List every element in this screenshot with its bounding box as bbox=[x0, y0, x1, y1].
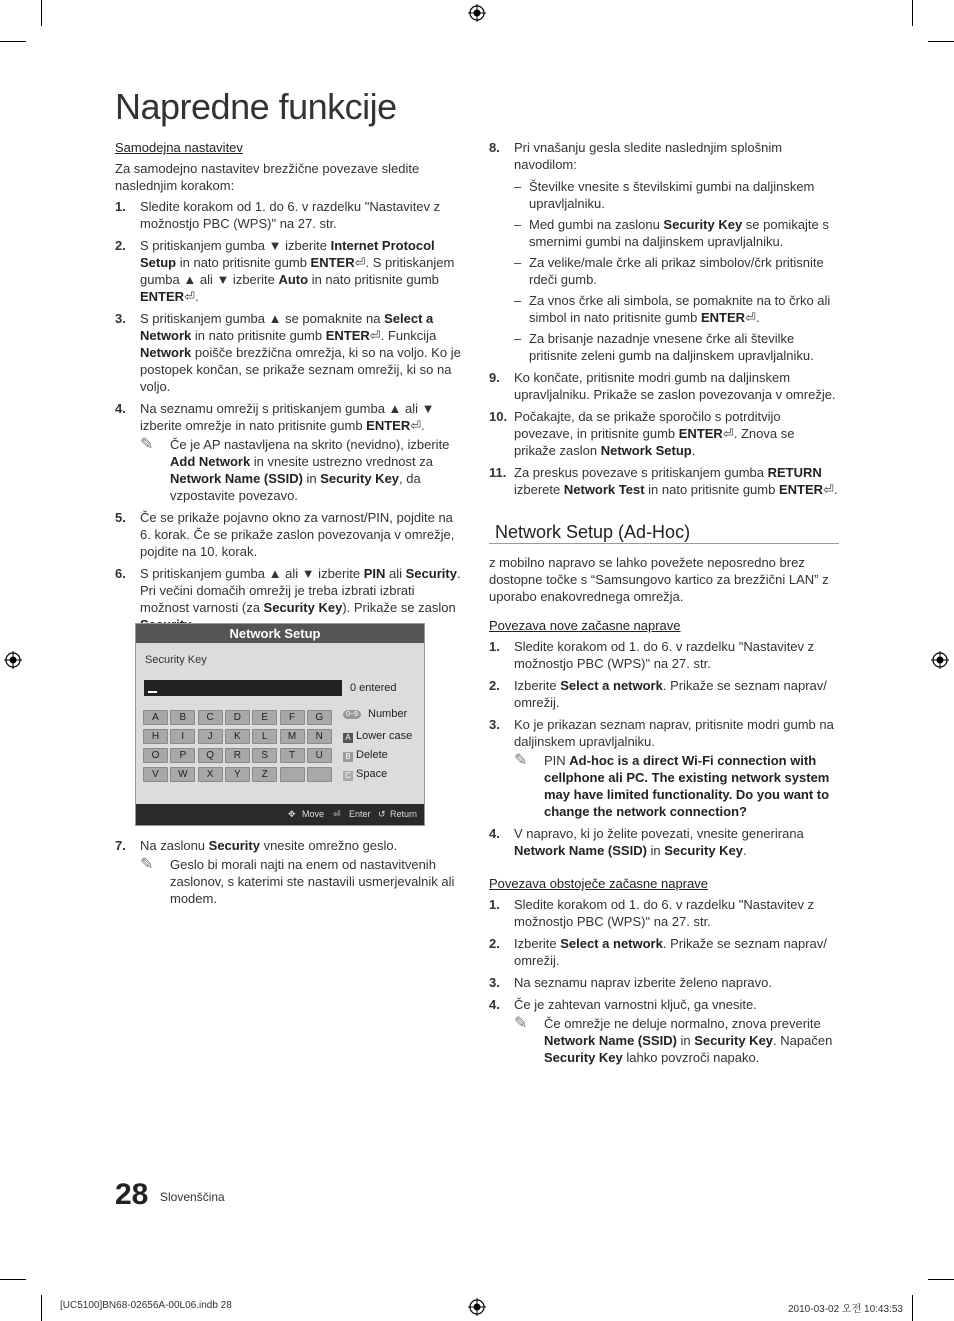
step-text-bold: ENTER bbox=[325, 328, 370, 343]
step-text: Izberite bbox=[514, 936, 561, 951]
keypad-key[interactable]: I bbox=[170, 729, 195, 744]
step-text: . Prikaže se seznam naprav/ omrežij. bbox=[514, 678, 827, 710]
step-text: in nato pritisnite gumb bbox=[176, 255, 311, 270]
registration-mark-icon bbox=[468, 4, 486, 22]
pencil-icon: ✎ bbox=[514, 752, 528, 769]
dash-text: Med gumbi na zaslonu bbox=[529, 217, 664, 232]
network-setup-screen bbox=[135, 623, 425, 826]
note-text-bold: Network Name (SSID) bbox=[544, 1033, 677, 1048]
registration-mark-icon bbox=[4, 651, 22, 669]
keypad-key[interactable]: F bbox=[280, 710, 305, 725]
step-text: vnesite omrežno geslo. bbox=[259, 838, 398, 853]
subheading-new-device: Povezava nove začasne naprave bbox=[489, 618, 681, 633]
step-text: . Funkcija bbox=[380, 328, 437, 343]
keypad-key[interactable]: A bbox=[143, 710, 168, 725]
keypad-key[interactable] bbox=[280, 767, 305, 782]
keypad-key[interactable]: G bbox=[307, 710, 332, 725]
step-text: in bbox=[646, 843, 665, 858]
note-text-bold: Add Network bbox=[170, 454, 251, 469]
step-text: Ko končate, pritisnite modri gumb na daljinskem upravljalniku. Prikaže se zaslon povezovanja v omrežje. bbox=[514, 370, 836, 402]
security-key-label: Security Key bbox=[145, 654, 207, 666]
note bbox=[514, 1015, 839, 1066]
screen-title: Network Setup bbox=[136, 624, 424, 643]
step-2 bbox=[115, 237, 465, 305]
step-text: S pritiskanjem gumba ▲ se pomaknite na bbox=[140, 311, 385, 326]
crop-mark bbox=[41, 0, 42, 26]
step-number: 1. bbox=[489, 897, 500, 912]
b-button-icon: B bbox=[343, 752, 353, 762]
step-text: Na zaslonu bbox=[140, 838, 209, 853]
legend-number bbox=[343, 708, 407, 720]
dash-item: – Med gumbi na zaslonu Security Key se pomikajte s smernimi gumbi na daljinskem upravljalniku. bbox=[514, 217, 829, 249]
enter-icon: ⏎ bbox=[333, 809, 341, 819]
pencil-icon: ✎ bbox=[514, 1015, 528, 1032]
footer-return: Return bbox=[390, 809, 418, 819]
keypad-key[interactable]: H bbox=[143, 729, 168, 744]
subheading-auto-setup: Samodejna nastavitev bbox=[115, 140, 243, 155]
legend-label: Space bbox=[356, 768, 388, 780]
existing-step-3 bbox=[489, 974, 839, 991]
legend-label: Number bbox=[368, 708, 408, 720]
note-text: PIN bbox=[544, 753, 570, 768]
adhoc-step-3 bbox=[489, 716, 839, 820]
existing-step-2 bbox=[489, 935, 839, 969]
enter-icon: ⏎ bbox=[410, 418, 422, 433]
security-key-input[interactable] bbox=[144, 680, 342, 696]
print-info-left: [UC5100]BN68-02656A-00L06.indb 28 bbox=[60, 1300, 232, 1311]
step-number: 1. bbox=[489, 639, 500, 654]
note-text: in vnesite ustrezno vrednost za bbox=[250, 454, 433, 469]
keypad-key[interactable]: C bbox=[198, 710, 223, 725]
step-text: Če je zahtevan varnostni ključ, ga vnesite. bbox=[514, 997, 757, 1012]
step-text: Počakajte, da se prikaže sporočilo s potrditvijo povezave, in pritisnite gumb bbox=[514, 409, 781, 441]
return-icon: ↺ bbox=[378, 809, 386, 819]
enter-icon: ⏎ bbox=[823, 482, 834, 497]
step-7 bbox=[115, 837, 465, 907]
intro-text: Za samodejno nastavitev brezžične povezave sledite naslednjim korakom: bbox=[115, 161, 420, 193]
step-text: Izberite bbox=[514, 678, 561, 693]
note-text: Geslo bi morali najti na enem od nastavitvenih zaslonov, s katerimi ste nastavili usmerjevalnik ali modem. bbox=[170, 857, 455, 906]
dash-text: Za brisanje nazadnje vnesene črke ali številke pritisnite zeleni gumb na daljinskem upravljalniku. bbox=[529, 331, 814, 363]
page-number: 28 bbox=[115, 1178, 149, 1211]
legend-delete bbox=[343, 749, 388, 762]
legend-space bbox=[343, 768, 387, 781]
step-9 bbox=[489, 369, 839, 403]
step-text: ali bbox=[385, 566, 406, 581]
step-text-bold: Network Setup bbox=[600, 443, 692, 458]
dash-item: – Za vnos črke ali simbola, se pomaknite na to črko ali simbol in nato pritisnite gumb ENTER⏎. bbox=[514, 293, 831, 325]
note-text: . Napačen bbox=[773, 1033, 833, 1048]
step-1 bbox=[115, 198, 465, 232]
text-cursor bbox=[148, 691, 157, 693]
step-text: Ko je prikazan seznam naprav, pritisnite modri gumb na daljinskem upravljalniku. bbox=[514, 717, 834, 749]
step-number: 2. bbox=[115, 238, 126, 253]
step-text: Če se prikaže pojavno okno za varnost/PIN, pojdite na 6. korak. Če se prikaže zaslon povezovanja v omrežje, pojdite na 10. korak. bbox=[140, 510, 455, 559]
keypad-key[interactable]: M bbox=[280, 729, 305, 744]
crop-mark bbox=[0, 41, 26, 42]
step-text-bold: Network Name (SSID) bbox=[514, 843, 647, 858]
step-text: Na seznamu naprav izberite želeno napravo. bbox=[514, 975, 772, 990]
dash-text-bold: Security Key bbox=[663, 217, 743, 232]
step-number: 5. bbox=[115, 510, 126, 525]
keypad-key[interactable]: D bbox=[225, 710, 250, 725]
step-text: in nato pritisnite gumb bbox=[191, 328, 326, 343]
dash-text: Za vnos črke ali simbola, se pomaknite na to črko ali simbol in nato pritisnite gumb bbox=[529, 293, 831, 325]
number-key-icon: 0~9 bbox=[343, 710, 361, 719]
note-text: , da vzpostavite povezavo. bbox=[170, 471, 421, 503]
keypad-key[interactable]: V bbox=[143, 767, 168, 782]
step-text: Pri vnašanju gesla sledite naslednjim splošnim navodilom: bbox=[514, 140, 783, 172]
keypad-key[interactable] bbox=[307, 767, 332, 782]
step-text: . Pri večini domačih omrežij je treba izbrati izbrati možnost varnosti (za bbox=[140, 566, 461, 615]
dash-text: Za velike/male črke ali prikaz simbolov/črk pritisnite rdeči gumb. bbox=[529, 255, 824, 287]
note-text-bold: Security Key bbox=[544, 1050, 623, 1065]
crop-mark bbox=[0, 1279, 26, 1280]
screen-footer bbox=[136, 804, 424, 825]
step-text-bold: Network Test bbox=[563, 482, 645, 497]
dash-item: – Za velike/male črke ali prikaz simbolov/črk pritisnite rdeči gumb. bbox=[514, 255, 824, 287]
step-text: ). Prikaže se zaslon bbox=[342, 600, 456, 615]
pencil-icon: ✎ bbox=[140, 856, 154, 873]
a-button-icon: A bbox=[343, 733, 353, 743]
note-text: Če omrežje ne deluje normalno, znova preverite bbox=[544, 1016, 821, 1031]
step-text-bold: ENTER bbox=[778, 482, 824, 497]
keypad-key[interactable]: L bbox=[252, 729, 277, 744]
step-text-bold: Select a network bbox=[560, 936, 663, 951]
step-3 bbox=[115, 310, 465, 395]
note bbox=[514, 752, 839, 820]
step-8 bbox=[489, 139, 839, 364]
step-text: . S pritiskanjem gumba ▲ ali ▼ izberite bbox=[140, 255, 455, 287]
step-number: 4. bbox=[489, 826, 500, 841]
step-text-bold: ENTER bbox=[678, 426, 723, 441]
step-number: 2. bbox=[489, 678, 500, 693]
step-text-bold: PIN bbox=[363, 566, 386, 581]
step-text: in nato pritisnite gumb bbox=[308, 272, 439, 287]
dash-text-bold: ENTER bbox=[700, 310, 746, 325]
step-number: 2. bbox=[489, 936, 500, 951]
step-text: Za preskus povezave s pritiskanjem gumba bbox=[514, 465, 768, 480]
keypad-key[interactable]: W bbox=[170, 767, 195, 782]
step-text-bold: Security bbox=[208, 838, 260, 853]
keypad-key[interactable]: J bbox=[198, 729, 223, 744]
step-text: Sledite korakom od 1. do 6. v razdelku "Nastavitev z možnostjo PBC (WPS)" na 27. str. bbox=[140, 199, 441, 231]
note-text-bold: Security Key bbox=[320, 471, 400, 486]
step-text: izberete bbox=[514, 482, 564, 497]
page-title: Napredne funkcije bbox=[115, 86, 397, 127]
note-text: in bbox=[302, 471, 321, 486]
step-text: poišče brezžična omrežja, ki so na voljo. Ko je postopek končan, se prikaže seznam omrežij, ki so na voljo. bbox=[140, 345, 461, 394]
left-column bbox=[115, 139, 465, 638]
footer-enter: Enter bbox=[349, 809, 371, 819]
note bbox=[140, 856, 465, 907]
note-text: Če je AP nastavljena na skrito (nevidno), izberite bbox=[170, 437, 450, 452]
keypad-key[interactable]: O bbox=[143, 748, 168, 763]
footer-move: Move bbox=[302, 809, 325, 819]
step-text: Sledite korakom od 1. do 6. v razdelku "Nastavitev z možnostjo PBC (WPS)" na 27. str. bbox=[514, 897, 815, 929]
section-intro: z mobilno napravo se lahko povežete neposredno brez dostopne točke s “Samsungovo kartico za brezžični LAN” z uporabo enakovrednega omrežja. bbox=[489, 555, 829, 604]
existing-step-1 bbox=[489, 896, 839, 930]
note bbox=[140, 436, 465, 504]
registration-mark-icon bbox=[468, 1298, 486, 1316]
keypad-key[interactable]: N bbox=[307, 729, 332, 744]
step-text-bold: ENTER bbox=[140, 289, 185, 304]
step-text: . bbox=[743, 843, 747, 858]
step-11 bbox=[489, 464, 839, 498]
enter-icon: ⏎ bbox=[745, 310, 756, 325]
crop-mark bbox=[41, 1295, 42, 1321]
step-number: 3. bbox=[489, 717, 500, 732]
legend-label: Lower case bbox=[356, 730, 413, 742]
step-text-bold: ENTER bbox=[366, 418, 411, 433]
existing-step-4 bbox=[489, 996, 839, 1066]
step-number: 1. bbox=[115, 199, 126, 214]
enter-icon: ⏎ bbox=[369, 328, 381, 343]
keypad-key[interactable]: Y bbox=[225, 767, 250, 782]
section-title: Network Setup (Ad-Hoc) bbox=[489, 524, 839, 544]
keypad-key[interactable]: Z bbox=[252, 767, 277, 782]
step-text-bold: Security bbox=[405, 566, 457, 581]
step-text: . bbox=[691, 443, 696, 458]
step-number: 3. bbox=[489, 975, 500, 990]
note-text: lahko povzroči napako. bbox=[622, 1050, 760, 1065]
step-number: 9. bbox=[489, 370, 500, 385]
dash-text: se pomikajte s smernimi gumbi na daljinskem upravljalniku. bbox=[529, 217, 829, 249]
page-language: Slovenščina bbox=[160, 1190, 225, 1204]
enter-icon: ⏎ bbox=[722, 426, 734, 441]
step-number: 6. bbox=[115, 566, 126, 581]
step-text-bold: Select a Network bbox=[140, 311, 434, 343]
legend-lower-case bbox=[343, 730, 412, 743]
step-text-bold: Auto bbox=[278, 272, 309, 287]
crop-mark bbox=[912, 0, 913, 26]
step-text: . bbox=[421, 418, 425, 433]
note-text-bold: Security Key bbox=[694, 1033, 774, 1048]
crop-mark bbox=[928, 41, 954, 42]
step-number: 7. bbox=[115, 838, 126, 853]
step-text: . bbox=[194, 289, 199, 304]
keypad-key[interactable]: K bbox=[225, 729, 250, 744]
keypad-key[interactable]: B bbox=[170, 710, 195, 725]
step-text-bold: Security Key bbox=[263, 600, 343, 615]
keypad-key[interactable]: P bbox=[170, 748, 195, 763]
legend-label: Delete bbox=[356, 749, 388, 761]
crop-mark bbox=[928, 1279, 954, 1280]
enter-icon: ⏎ bbox=[184, 289, 195, 304]
step-text: . Prikaže se seznam naprav/ omrežij. bbox=[514, 936, 827, 968]
step-5 bbox=[115, 509, 465, 560]
step-number: 4. bbox=[115, 401, 126, 416]
right-column bbox=[489, 139, 839, 1071]
registration-mark-icon bbox=[931, 651, 949, 669]
dash-text: Številke vnesite s številskimi gumbi na daljinskem upravljalniku. bbox=[529, 179, 815, 211]
step-text: Na seznamu omrežij s pritiskanjem gumba ▲ ali ▼ izberite omrežje in nato pritisnite gumb bbox=[140, 401, 435, 433]
keypad-key[interactable]: R bbox=[225, 748, 250, 763]
crop-mark bbox=[912, 1295, 913, 1321]
step-number: 10. bbox=[489, 409, 508, 424]
note-text-bold: Ad-hoc is a direct Wi-Fi connection with cellphone ali PC. The existing network system may have limited functionality. Do you want to change the network connection? bbox=[544, 753, 830, 819]
step-text: V napravo, ki jo želite povezati, vnesite generirana bbox=[514, 826, 804, 841]
entered-count: 0 entered bbox=[350, 682, 397, 694]
keypad-key[interactable]: S bbox=[252, 748, 277, 763]
step-4 bbox=[115, 400, 465, 504]
note-text: in bbox=[676, 1033, 695, 1048]
enter-icon: ⏎ bbox=[354, 255, 366, 270]
step-text-bold: Select a network bbox=[560, 678, 663, 693]
adhoc-step-1 bbox=[489, 638, 839, 672]
adhoc-step-2 bbox=[489, 677, 839, 711]
step-text-bold: ENTER bbox=[310, 255, 355, 270]
print-info-right: 2010-03-02 오전 10:43:53 bbox=[788, 1304, 903, 1315]
step-text: . Znova se prikaže zaslon bbox=[514, 426, 795, 458]
note-text-bold: Network Name (SSID) bbox=[170, 471, 303, 486]
move-icon: ✥ bbox=[288, 809, 296, 819]
c-button-icon: C bbox=[343, 771, 353, 781]
step-text: . bbox=[833, 482, 838, 497]
dash-text: . bbox=[755, 310, 760, 325]
dash-item: – Številke vnesite s številskimi gumbi na daljinskem upravljalniku. bbox=[514, 179, 815, 211]
keypad-key[interactable]: Q bbox=[198, 748, 223, 763]
step-number: 3. bbox=[115, 311, 126, 326]
subheading-existing-device: Povezava obstoječe začasne naprave bbox=[489, 876, 708, 891]
step-text: S pritiskanjem gumba ▲ ali ▼ izberite bbox=[140, 566, 364, 581]
step-10 bbox=[489, 408, 839, 459]
keypad-key[interactable]: T bbox=[280, 748, 305, 763]
step-text-bold: Security Key bbox=[664, 843, 744, 858]
keypad-key[interactable]: E bbox=[252, 710, 277, 725]
pencil-icon: ✎ bbox=[140, 436, 154, 453]
step-text-bold: Internet Protocol Setup bbox=[140, 238, 435, 270]
step-number: 4. bbox=[489, 997, 500, 1012]
step-text-bold: Network bbox=[140, 345, 192, 360]
adhoc-step-4 bbox=[489, 825, 839, 859]
keypad-key[interactable]: X bbox=[198, 767, 223, 782]
keypad-key[interactable]: U bbox=[307, 748, 332, 763]
step-text: Sledite korakom od 1. do 6. v razdelku "Nastavitev z možnostjo PBC (WPS)" na 27. str. bbox=[514, 639, 815, 671]
left-column-lower bbox=[115, 837, 465, 912]
dash-item: – Za brisanje nazadnje vnesene črke ali številke pritisnite zeleni gumb na daljinskem upravljalniku. bbox=[514, 331, 814, 363]
step-number: 11. bbox=[489, 465, 507, 480]
step-text: in nato pritisnite gumb bbox=[644, 482, 779, 497]
step-text-bold: RETURN bbox=[767, 465, 822, 480]
step-text: S pritiskanjem gumba ▼ izberite bbox=[140, 238, 331, 253]
step-number: 8. bbox=[489, 140, 500, 155]
